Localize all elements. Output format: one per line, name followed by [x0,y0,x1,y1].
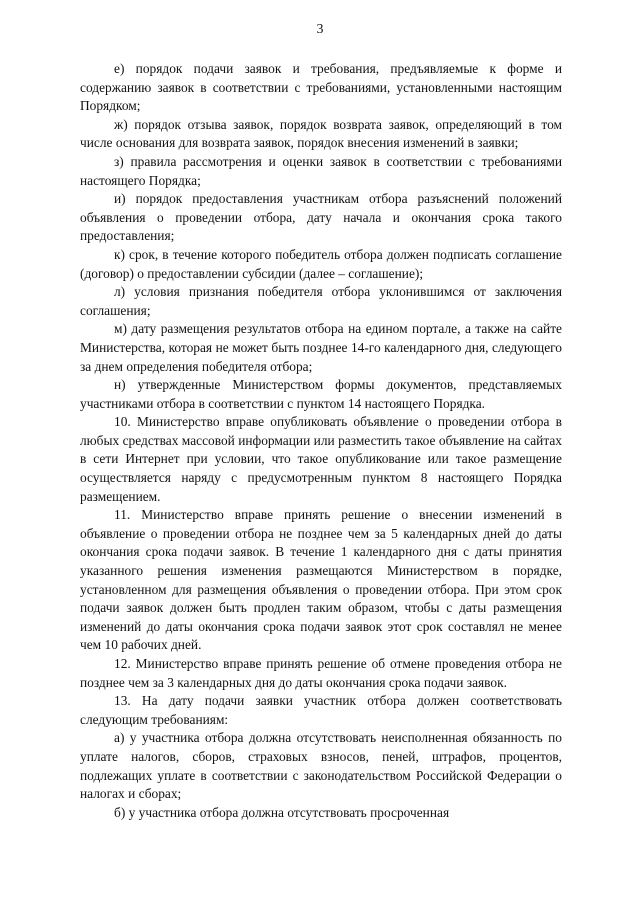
page-number: 3 [316,22,324,37]
document-body [80,60,562,822]
paragraph-z: з) правила рассмотрения и оценки заявок в соответствии с требованиями настоящего Порядка; [80,153,562,188]
paragraph-k: к) срок, в течение которого победитель отбора должен подписать соглашение (договор) о предоставлении субсидии (далее – соглашение); [80,246,562,281]
paragraph-13b: б) у участника отбора должна отсутствовать просроченная [114,804,450,820]
paragraph-13: 13. На дату подачи заявки участник отбора должен соответствовать следующим требованиям: [80,693,562,727]
paragraph-m: м) дату размещения результатов отбора на едином портале, а также на сайте Министерства, которая не может быть позднее 14-го календарного дня, следующего за днем определения победителя отбора; [80,321,562,374]
paragraph-n: н) утвержденные Министерством формы документов, представляемых участниками отбора в соответствии с пунктом 14 настоящего Порядка. [80,377,562,411]
paragraph-10: 10. Министерство вправе опубликовать объявление о проведении отбора в любых средствах массовой информации или разместить такое объявление на сайтах в сети Интернет при условии, что такое опубликование или такое размещение осуществляется наряду с предусмотренным пунктом 8 настоящего Порядка размещением. [80,414,562,504]
paragraph-13a: а) у участника отбора должна отсутствовать неисполненная обязанность по уплате налогов, сборов, страховых взносов, пеней, штрафов, процентов, подлежащих уплате в соответствии с законодательством Российской Федерации о налогах и сборах; [80,730,562,802]
paragraph-12: 12. Министерство вправе принять решение об отмене проведения отбора не позднее чем за 3 календарных дня до даты окончания срока подачи заявок. [80,656,562,690]
paragraph-zh: ж) порядок отзыва заявок, порядок возврата заявок, определяющий в том числе основания для возврата заявок, порядок внесения изменений в заявки; [80,116,562,151]
paragraph-11: 11. Министерство вправе принять решение о внесении изменений в объявление о проведении отбора не позднее чем за 5 календарных дней до даты окончания срока подачи заявок. В течение 1 календарного дня с даты принятия указанного решения изменения размещаются Министерством в порядке, установленном для размещения объявления о проведении отбора. При этом срок подачи заявок должен быть продлен таким образом, чтобы с даты размещения изменений до даты окончания срока подачи заявок этот срок составлял не менее чем 10 рабочих дней. [80,507,562,653]
paragraph-l: л) условия признания победителя отбора уклонившимся от заключения соглашения; [80,284,562,318]
paragraph-e: е) порядок подачи заявок и требования, предъявляемые к форме и содержанию заявок в соответствии с требованиями, установленными настоящим Порядком; [80,61,562,114]
paragraph-i: и) порядок предоставления участникам отбора разъяснений положений объявления о проведении отбора, дату начала и окончания срока такого предоставления; [80,191,562,244]
